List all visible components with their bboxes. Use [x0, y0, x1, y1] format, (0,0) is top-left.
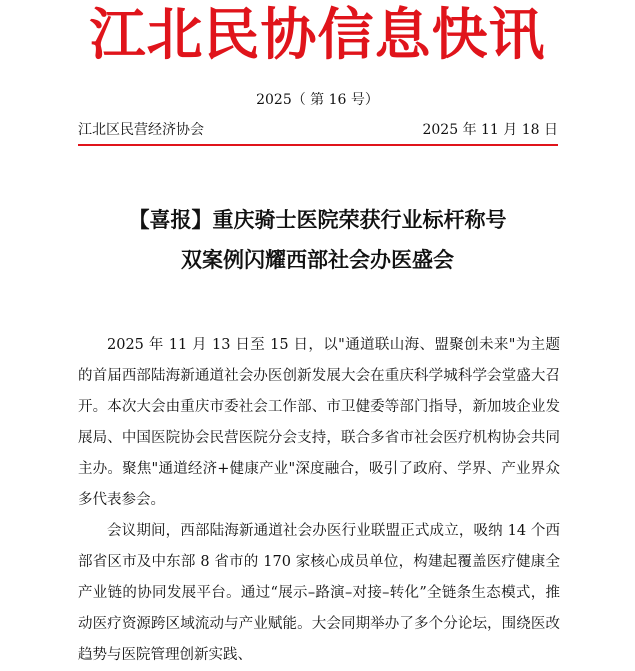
article-headline: [0, 200, 635, 280]
headline-line-1: 【喜报】重庆骑士医院荣获行业标杆称号: [128, 207, 507, 232]
meta-row: [78, 120, 558, 140]
paragraph-1: 2025 年 11 月 13 日至 15 日，以"通道联山海、盟聚创未来"为主题的首届西部陆海新通道社会办医创新发展大会在重庆科学城科学会堂盛大召开。本次大会由重庆市委社会工作部、市卫健委等部门指导，新加坡企业发展局、中国医院协会民营医院分会支持，联合多省市社会医疗机构协会共同主办。聚焦"通道经济+健康产业"深度融合，吸引了政府、学界、产业界众多代表参会。: [78, 337, 560, 508]
headline-line-2: 双案例闪耀西部社会办医盛会: [181, 247, 454, 272]
article-body: [78, 330, 560, 671]
red-divider: [78, 144, 558, 146]
masthead-title: 江北民协信息快讯: [89, 2, 546, 68]
issue-number: 2025（ 第 16 号）: [256, 92, 379, 108]
paragraph-2: 会议期间，西部陆海新通道社会办医行业联盟正式成立，吸纳 14 个西部省区市及中东部 8 省市的 170 家核心成员单位，构建起覆盖医疗健康全产业链的协同发展平台。通过“展示–路演–对接–转化”全链条生态模式，推动医疗资源跨区域流动与产业赋能。大会同期举办了多个分论坛，围绕医改趋势与医院管理创新实践、: [78, 523, 560, 663]
publish-date: 2025 年 11 月 18 日: [422, 122, 558, 138]
organization-name: 江北区民营经济协会: [78, 122, 204, 138]
